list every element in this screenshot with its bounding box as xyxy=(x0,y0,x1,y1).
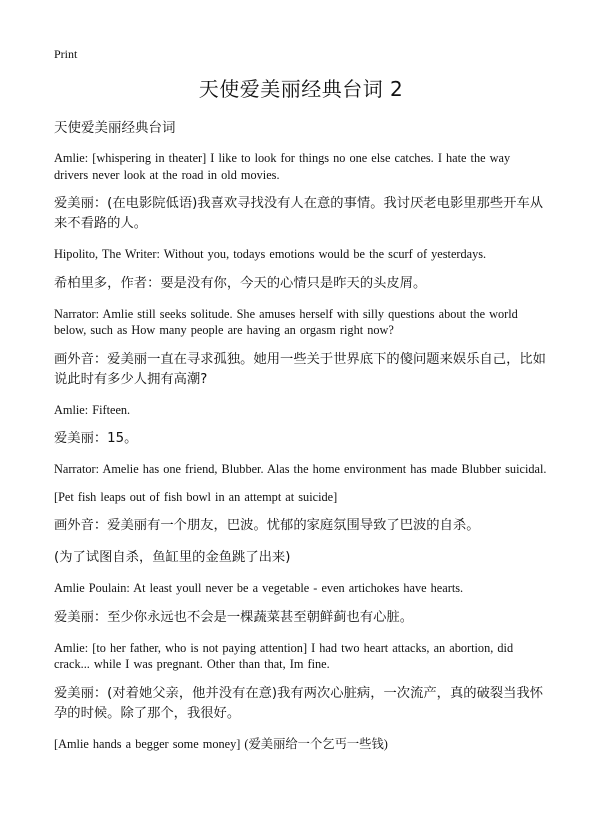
document-title: 天使爱美丽经典台词 2 xyxy=(198,77,404,101)
dialogue-paragraph-en: Narrator: Amelie has one friend, Blubber. Alas the home environment has made Blubber suicidal. xyxy=(54,462,547,476)
dialogue-paragraph-zh: 画外音：爱美丽有一个朋友，巴波。忧郁的家庭氛围导致了巴波的自杀。 xyxy=(54,518,480,533)
dialogue-paragraph-en: Amlie: [whispering in theater] I like to look for things no one else catches. I hate the way drivers never look at the road in old movies. xyxy=(54,151,511,182)
dialogue-paragraph-en: Hipolito, The Writer: Without you, todays emotions would be the scurf of yesterdays. xyxy=(54,247,487,261)
dialogue-paragraph-zh: 爱美丽：(在电影院低语)我喜欢寻找没有人在意的事情。我讨厌老电影里那些开车从来不看路的人。 xyxy=(54,196,544,231)
dialogue-paragraph-en: [Pet fish leaps out of fish bowl in an attempt at suicide] xyxy=(54,489,338,504)
dialogue-paragraph-en: Narrator: Amlie still seeks solitude. She amuses herself with silly questions about the world below, such as How many people are having an orgasm right now? xyxy=(54,306,518,337)
dialogue-paragraph-en: Amlie Poulain: At least youll never be a vegetable - even artichokes have hearts. xyxy=(54,581,464,595)
dialogue-paragraph-zh: 爱美丽：15。 xyxy=(54,431,138,446)
dialogue-paragraph-en: Amlie: [to her father, who is not paying attention] I had two heart attacks, an abortion, did crack... while I was pregnant. Other than that, Im fine. xyxy=(54,640,514,671)
dialogue-paragraph-mixed: [Amlie hands a begger some money] (爱美丽给一个乞丐一些钱) xyxy=(54,736,388,751)
dialogue-paragraph-zh: 爱美丽：至少你永远也不会是一棵蔬菜甚至朝鲜蓟也有心脏。 xyxy=(54,609,414,625)
dialogue-paragraph-zh: (为了试图自杀，鱼缸里的金鱼跳了出来) xyxy=(54,550,291,565)
dialogue-paragraph-zh: 希柏里多，作者：要是没有你，今天的心情只是昨天的头皮屑。 xyxy=(54,275,427,291)
dialogue-paragraph-zh: 画外音：爱美丽一直在寻求孤独。她用一些关于世界底下的傻问题来娱乐自己，比如说此时有多少人拥有高潮? xyxy=(54,351,546,387)
dialogue-paragraph-en: Amlie: Fifteen. xyxy=(54,402,131,417)
print-label: Print xyxy=(54,47,78,61)
dialogue-paragraph-zh: 爱美丽：(对着她父亲，他并没有在意)我有两次心脏病，一次流产，真的破裂当我怀孕的时候。除了那个，我很好。 xyxy=(54,685,544,721)
dialogue-body xyxy=(54,150,548,752)
document-subtitle: 天使爱美丽经典台词 xyxy=(54,120,176,136)
